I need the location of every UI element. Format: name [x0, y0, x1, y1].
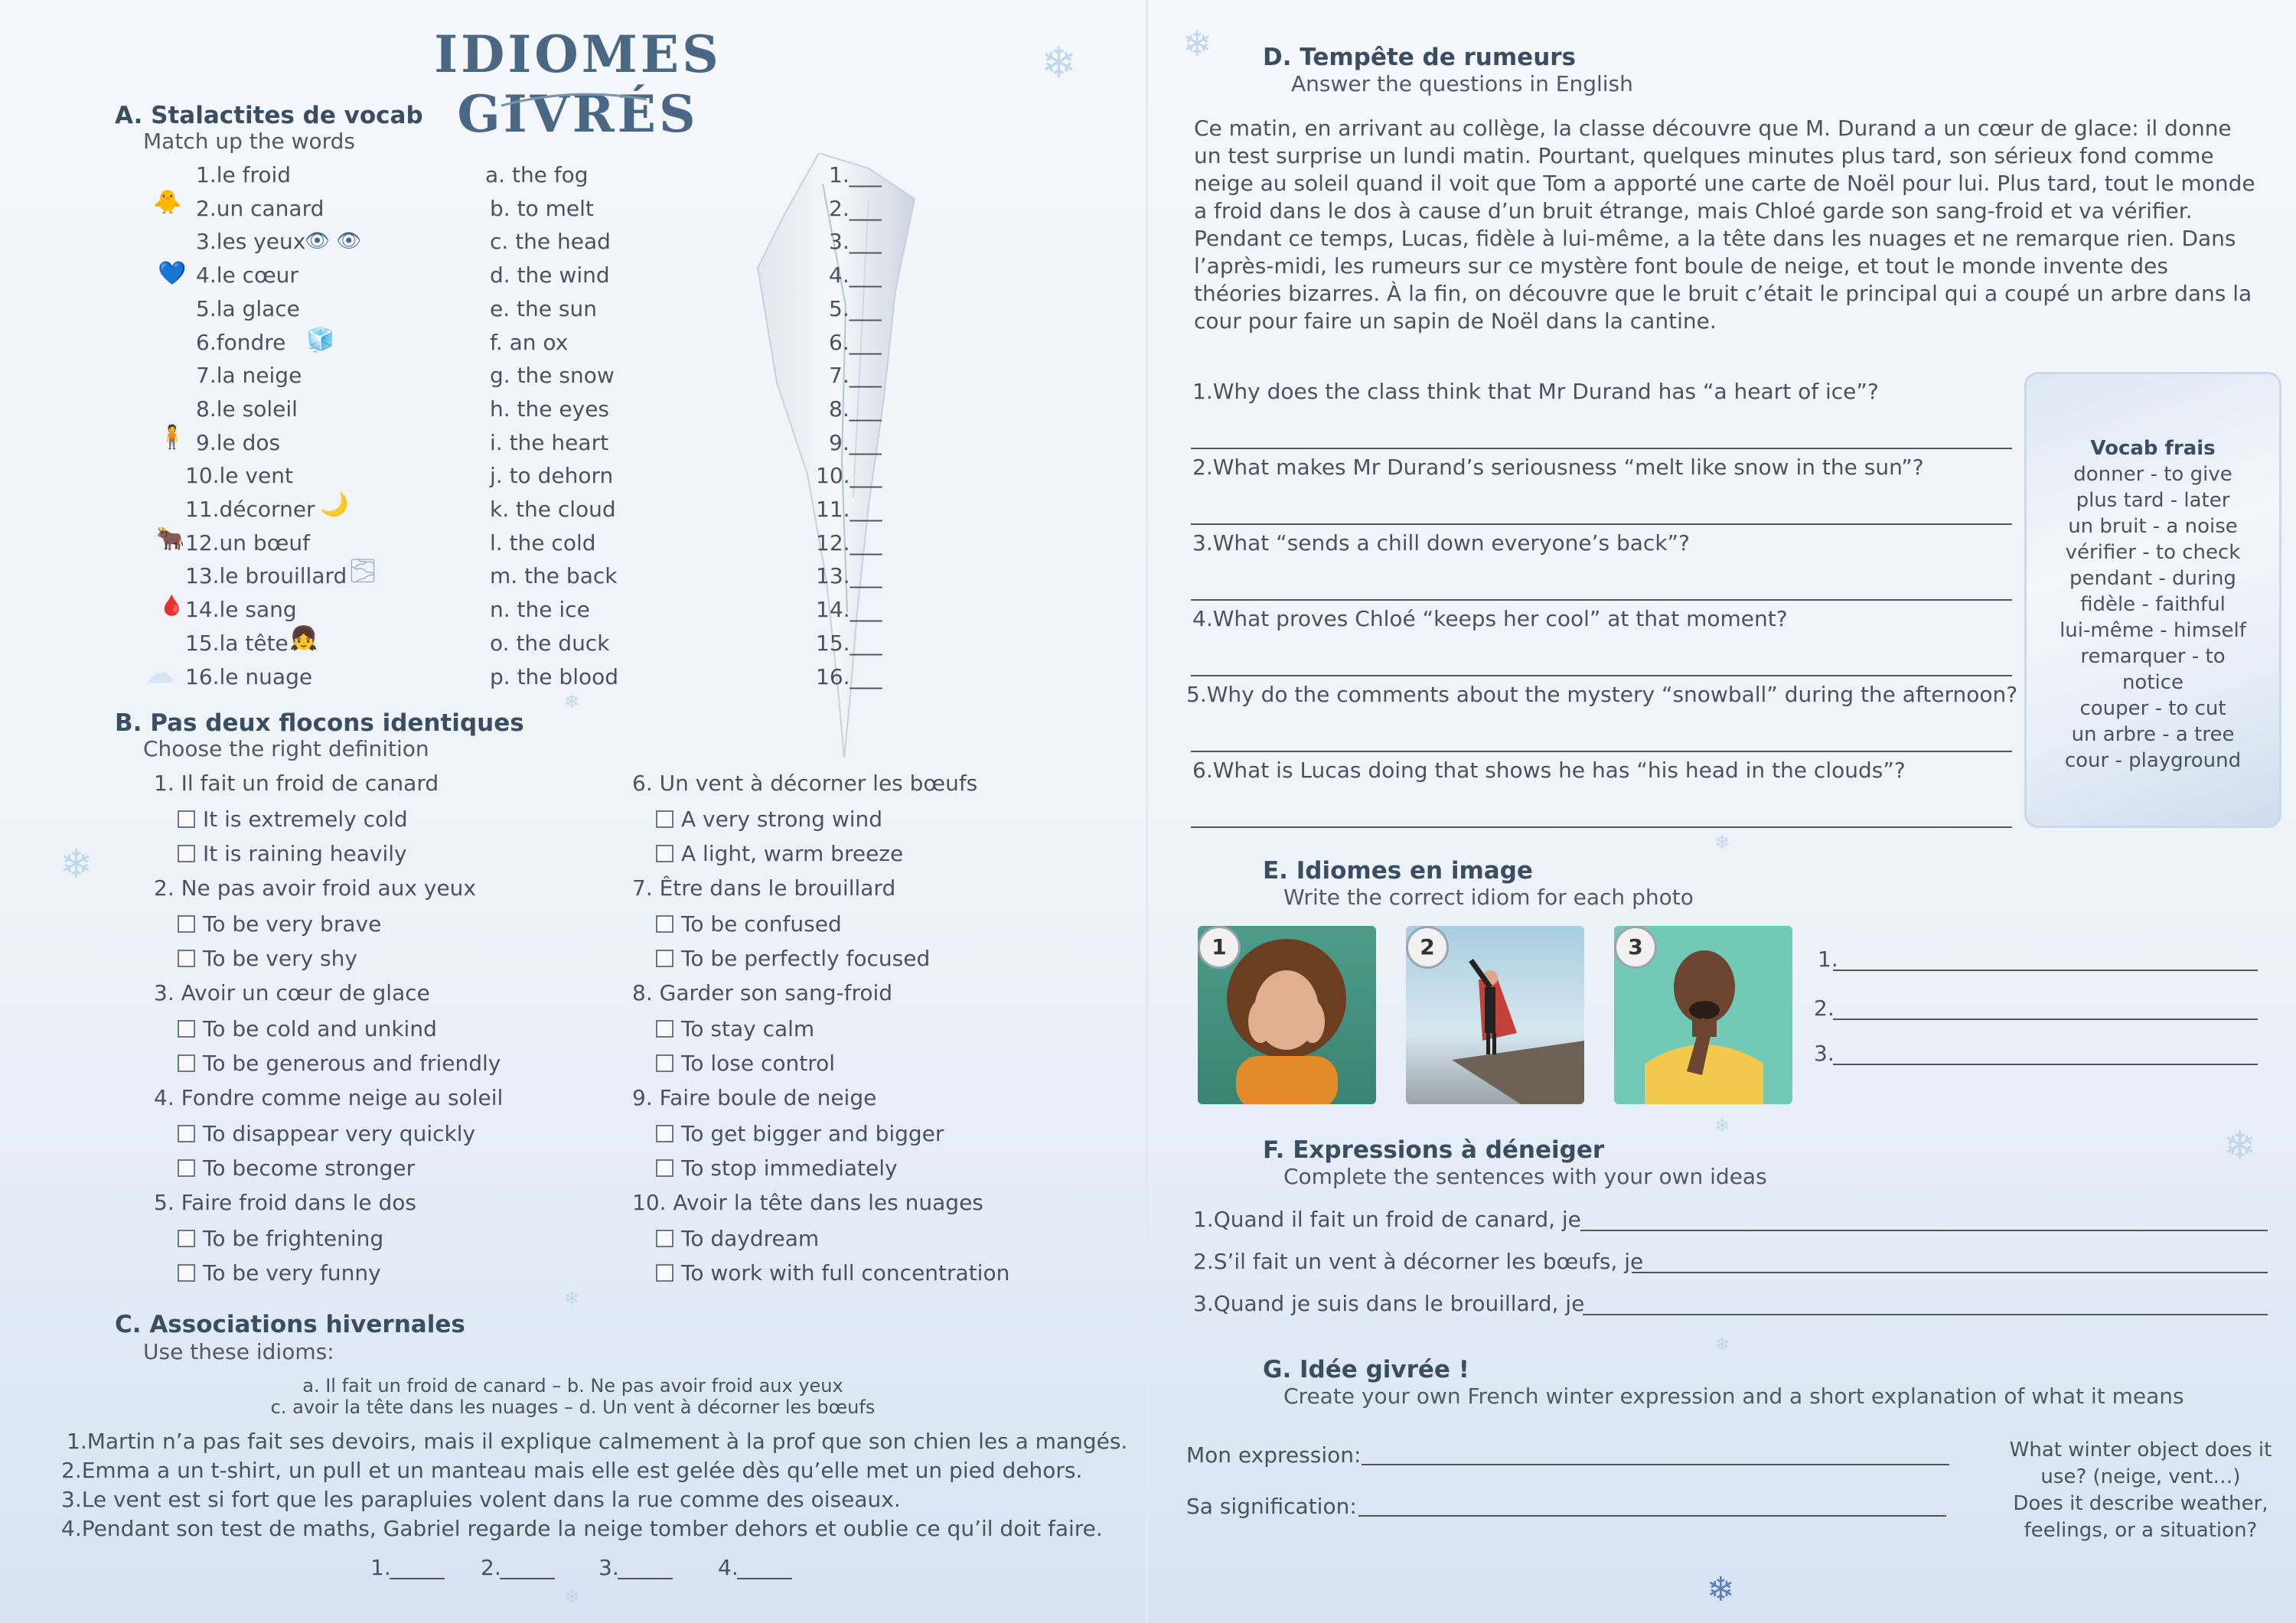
question-text: 4. Fondre comme neige au soleil — [154, 1085, 504, 1110]
french-word: 6.fondre — [196, 329, 286, 355]
answer-blank[interactable]: 4.___ — [829, 262, 882, 288]
checkbox[interactable] — [656, 1230, 673, 1247]
answer-option[interactable] — [178, 1260, 381, 1286]
answer-blank[interactable]: 13.___ — [816, 563, 882, 589]
english-word: p. the blood — [490, 663, 619, 689]
checkbox[interactable] — [178, 845, 195, 862]
section-d-heading: D. Tempête de rumeurs — [1263, 44, 1577, 71]
option-text: A very strong wind — [681, 807, 883, 832]
answer-blank[interactable]: 6.___ — [829, 329, 882, 355]
answer-line[interactable] — [1833, 1064, 2258, 1065]
checkbox[interactable] — [656, 1054, 673, 1072]
vocab-title: Vocab frais — [2090, 437, 2216, 460]
snowflake-icon: ❄ — [564, 1288, 580, 1309]
photo-superhero-cliff — [1406, 926, 1584, 1104]
cloud-icon: ☁ — [145, 656, 174, 689]
vocab-entry: cour - playground — [2064, 749, 2242, 772]
option-text: It is raining heavily — [203, 841, 407, 866]
photo-thinking-man — [1614, 926, 1792, 1104]
checkbox[interactable] — [656, 1020, 673, 1038]
english-word: j. to dehorn — [490, 463, 614, 489]
back-icon: 🧍 — [158, 424, 187, 451]
answer-label: 1. — [370, 1555, 391, 1580]
section-d-instruction: Answer the questions in English — [1291, 71, 1633, 96]
english-word: m. the back — [490, 563, 618, 589]
section-g-instruction: Create your own French winter expression and a short explanation of what it means — [1283, 1383, 2184, 1409]
answer-label: 2. — [481, 1555, 501, 1580]
photo-number-badge: 2 — [1406, 926, 1449, 969]
vocab-entry: pendant - during — [2069, 567, 2236, 590]
french-word: 10.le vent — [185, 463, 293, 489]
english-word: f. an ox — [490, 329, 569, 355]
vocab-entry: un arbre - a tree — [2071, 723, 2235, 746]
vocab-box — [2024, 372, 2281, 828]
answer-blank[interactable] — [618, 1578, 673, 1579]
answer-blank[interactable] — [390, 1578, 445, 1579]
meaning-label: Sa signification: — [1186, 1494, 1357, 1519]
checkbox[interactable] — [656, 1159, 673, 1177]
left-page — [0, 0, 1146, 1623]
french-word: 5.la glace — [196, 295, 300, 321]
snowflake-icon: ❄ — [564, 691, 580, 712]
checkbox[interactable] — [178, 1264, 195, 1282]
english-word: i. the heart — [490, 429, 609, 455]
english-word: l. the cold — [490, 530, 596, 556]
association-sentence: 3.Le vent est si fort que les parapluies volent dans la rue comme des oiseaux. — [61, 1487, 901, 1512]
meaning-input-line[interactable] — [1358, 1515, 1946, 1517]
snowflake-icon: ❄ — [1714, 832, 1730, 853]
snowflake-icon: ❄ — [564, 1586, 580, 1608]
question-text: 10. Avoir la tête dans les nuages — [632, 1190, 983, 1215]
answer-option[interactable] — [178, 841, 407, 866]
option-text: To be very brave — [203, 911, 382, 937]
french-word: 11.décorner — [185, 497, 315, 522]
answer-option[interactable] — [178, 807, 408, 832]
answer-line[interactable] — [1191, 675, 2012, 676]
answer-option[interactable] — [656, 946, 930, 971]
question-text: 8. Garder son sang-froid — [632, 980, 893, 1005]
answer-line[interactable] — [1632, 1272, 2268, 1273]
duck-icon: 🐥 — [153, 189, 182, 216]
english-word: n. the ice — [490, 597, 590, 623]
option-text: A light, warm breeze — [681, 841, 904, 866]
association-sentence: 4.Pendant son test de maths, Gabriel regarde la neige tomber dehors et oublie ce qu’il doit faire. — [61, 1516, 1103, 1541]
question-text: 5. Faire froid dans le dos — [154, 1190, 417, 1215]
answer-blank[interactable]: 16.___ — [816, 663, 882, 689]
answer-line[interactable] — [1580, 1230, 2268, 1231]
vocab-entry: remarquer - to notice — [2080, 645, 2226, 694]
vocab-entry: vérifier - to check — [2065, 541, 2241, 564]
checkbox[interactable] — [178, 1054, 195, 1072]
english-word: b. to melt — [490, 195, 594, 221]
option-text: To work with full concentration — [681, 1260, 1010, 1286]
english-word: o. the duck — [490, 630, 610, 656]
option-text: To be perfectly focused — [681, 946, 931, 971]
answer-option[interactable] — [656, 1155, 898, 1181]
question-text: 6. Un vent à décorner les bœufs — [632, 771, 978, 796]
photo-worried-woman — [1198, 926, 1376, 1104]
answer-blank[interactable]: 12.___ — [816, 530, 882, 556]
french-word: 4.le cœur — [196, 262, 298, 288]
checkbox[interactable] — [656, 915, 673, 933]
comprehension-question: 6.What is Lucas doing that shows he has “his head in the clouds”? — [1192, 758, 1906, 783]
english-word: c. the head — [490, 229, 611, 255]
answer-line[interactable] — [1191, 448, 2012, 449]
checkbox[interactable] — [178, 1159, 195, 1177]
english-word: d. the wind — [490, 262, 610, 288]
french-word: 2.un canard — [196, 195, 325, 221]
head-icon: 👧 — [289, 625, 318, 652]
checkbox[interactable] — [178, 950, 195, 967]
french-word: 7.la neige — [196, 363, 302, 389]
option-text: To be confused — [681, 911, 842, 937]
snowflake-icon: ❄ — [1714, 1334, 1730, 1355]
option-text: To be very funny — [203, 1260, 381, 1286]
answer-option[interactable] — [656, 1016, 814, 1041]
worksheet-title: IDIOMES GIVRÉS — [434, 24, 722, 144]
french-word: 3.les yeux — [196, 229, 306, 255]
answer-label: 4. — [718, 1555, 739, 1580]
question-text: 2. Ne pas avoir froid aux yeux — [154, 875, 476, 901]
hint-question-1: What winter object does it use? (neige, vent…) — [2009, 1439, 2272, 1488]
checkbox[interactable] — [178, 1020, 195, 1038]
horn-icon: 🌙 — [320, 491, 349, 518]
ice-cubes-icon: 🧊 — [306, 327, 335, 354]
idiom-options-line-2: c. avoir la tête dans les nuages – d. Un vent à décorner les bœufs — [270, 1396, 876, 1418]
section-e-instruction: Write the correct idiom for each photo — [1283, 885, 1694, 910]
answer-blank[interactable]: 1.___ — [829, 162, 882, 187]
section-b-heading: B. Pas deux flocons identiques — [115, 709, 524, 737]
eyes-icon: 👁 👁 — [305, 230, 362, 253]
french-word: 14.le sang — [185, 597, 297, 623]
checkbox[interactable] — [656, 950, 673, 967]
comprehension-question: 5.Why do the comments about the mystery “snowball” during the afternoon? — [1186, 682, 2018, 707]
sentence-stem: 3.Quand je suis dans le brouillard, je — [1193, 1291, 1585, 1316]
answer-blank[interactable] — [500, 1578, 555, 1579]
answer-option[interactable] — [178, 946, 357, 971]
section-e-heading: E. Idiomes en image — [1263, 857, 1533, 885]
option-text: It is extremely cold — [203, 807, 408, 832]
answer-line[interactable] — [1191, 826, 2012, 828]
photo-number-badge: 3 — [1614, 926, 1657, 969]
association-sentence: 1.Martin n’a pas fait ses devoirs, mais il explique calmement à la prof que son chien les a mangés. — [67, 1429, 1128, 1454]
answer-blank[interactable]: 8.___ — [829, 396, 882, 422]
answer-option[interactable] — [656, 807, 882, 832]
answer-option[interactable] — [178, 1121, 475, 1146]
answer-option[interactable] — [656, 841, 903, 866]
english-word: h. the eyes — [490, 396, 610, 422]
comprehension-question: 2.What makes Mr Durand’s seriousness “melt like snow in the sun”? — [1192, 455, 1924, 480]
answer-line[interactable] — [1583, 1314, 2268, 1315]
vocab-entry: plus tard - later — [2076, 489, 2230, 512]
snowflake-icon: ❄ — [1714, 1115, 1730, 1136]
answer-blank[interactable]: 14.___ — [816, 597, 882, 623]
answer-option[interactable] — [656, 1051, 835, 1076]
option-text: To be cold and unkind — [203, 1016, 437, 1041]
question-text: 1. Il fait un froid de canard — [154, 771, 439, 796]
vocab-entry: lui-même - himself — [2060, 619, 2246, 642]
answer-blank[interactable]: 9.___ — [829, 429, 882, 455]
option-text: To be very shy — [203, 946, 357, 971]
answer-option[interactable] — [178, 1155, 415, 1181]
checkbox[interactable] — [178, 915, 195, 933]
section-a-instruction: Match up the words — [143, 129, 356, 154]
answer-label: 3. — [1814, 1041, 1835, 1066]
answer-option[interactable] — [178, 1016, 437, 1041]
snowflake-icon: ❄ — [2223, 1123, 2257, 1169]
vocab-entry: couper - to cut — [2079, 697, 2226, 720]
comprehension-question: 3.What “sends a chill down everyone’s back”? — [1192, 530, 1690, 556]
answer-option[interactable] — [656, 1121, 944, 1146]
fog-icon: 🌫 — [348, 558, 378, 585]
title-swash — [497, 90, 651, 113]
snowflake-icon: ❄ — [1041, 38, 1077, 88]
comprehension-question: 1.Why does the class think that Mr Durand has “a heart of ice”? — [1192, 379, 1879, 404]
french-word: 15.la tête — [185, 630, 289, 656]
heart-icon: 💙 — [158, 260, 187, 287]
option-text: To lose control — [681, 1051, 836, 1076]
option-text: To get bigger and bigger — [681, 1121, 944, 1146]
answer-blank[interactable]: 7.___ — [829, 363, 882, 389]
expression-input-line[interactable] — [1362, 1464, 1949, 1465]
idiom-options-line-1: a. Il fait un froid de canard – b. Ne pas avoir froid aux yeux — [302, 1375, 843, 1396]
answer-option[interactable] — [656, 911, 842, 937]
answer-blank[interactable]: 5.___ — [829, 295, 882, 321]
comprehension-question: 4.What proves Chloé “keeps her cool” at that moment? — [1192, 606, 1788, 631]
section-c-heading: C. Associations hivernales — [115, 1311, 465, 1338]
answer-option[interactable] — [178, 911, 381, 937]
answer-line[interactable] — [1191, 599, 2012, 601]
answer-line[interactable] — [1833, 970, 2258, 971]
checkbox[interactable] — [656, 1125, 673, 1142]
english-word: g. the snow — [490, 363, 615, 389]
french-word: 9.le dos — [196, 429, 281, 455]
answer-label: 3. — [598, 1555, 619, 1580]
question-text: 7. Être dans le brouillard — [632, 875, 896, 901]
checkbox[interactable] — [656, 845, 673, 862]
option-text: To be frightening — [203, 1226, 384, 1251]
french-word: 12.un bœuf — [185, 530, 310, 556]
answer-line[interactable] — [1191, 751, 2012, 752]
answer-option[interactable] — [178, 1051, 501, 1076]
french-word: 13.le brouillard — [185, 563, 347, 589]
section-a-heading: A. Stalactites de vocab — [115, 102, 423, 129]
vocab-entry: un bruit - a noise — [2068, 515, 2238, 538]
answer-label: 1. — [1818, 947, 1838, 972]
english-word: a. the fog — [485, 162, 589, 187]
checkbox[interactable] — [656, 810, 673, 828]
vocab-entry: donner - to give — [2073, 463, 2232, 486]
option-text: To daydream — [681, 1226, 820, 1251]
section-b-instruction: Choose the right definition — [143, 736, 429, 761]
answer-blank[interactable]: 11.___ — [816, 497, 882, 522]
checkbox[interactable] — [178, 1230, 195, 1247]
french-word: 16.le nuage — [185, 663, 313, 689]
french-word: 8.le soleil — [196, 396, 298, 422]
section-g-heading: G. Idée givrée ! — [1263, 1356, 1469, 1383]
snowflake-icon: ❄ — [1182, 23, 1212, 64]
answer-option[interactable] — [656, 1260, 1009, 1286]
answer-blank[interactable] — [737, 1578, 792, 1579]
checkbox[interactable] — [178, 1125, 195, 1142]
right-page — [1148, 0, 2296, 1623]
vocab-entry: fidèle - faithful — [2080, 593, 2226, 616]
section-f-instruction: Complete the sentences with your own ideas — [1283, 1164, 1767, 1189]
answer-line[interactable] — [1191, 523, 2012, 525]
vocab-list — [2050, 461, 2256, 774]
option-text: To be generous and friendly — [203, 1051, 501, 1076]
answer-option[interactable] — [656, 1226, 819, 1251]
ox-icon: 🐂 — [156, 526, 185, 552]
snowflake-icon: ❄ — [1707, 1570, 1735, 1609]
answer-blank[interactable]: 15.___ — [816, 630, 882, 656]
question-text: 3. Avoir un cœur de glace — [154, 980, 430, 1005]
option-text: To stop immediately — [681, 1155, 898, 1181]
section-c-instruction: Use these idioms: — [143, 1339, 334, 1364]
answer-blank[interactable]: 3.___ — [829, 229, 882, 255]
option-text: To disappear very quickly — [203, 1121, 476, 1146]
sentence-stem: 2.S’il fait un vent à décorner les bœufs, je — [1193, 1249, 1644, 1274]
option-text: To stay calm — [681, 1016, 815, 1041]
blood-drop-icon: 🩸 — [159, 595, 184, 618]
english-word: k. the cloud — [490, 497, 616, 522]
checkbox[interactable] — [656, 1264, 673, 1282]
snowflake-icon: ❄ — [60, 842, 93, 888]
reading-passage: Ce matin, en arrivant au collège, la classe découvre que M. Durand a un cœur de glace: il donne un test surprise un lundi matin. Pourtant, quelques minutes plus tard, son sérieux fond comme neige au soleil quand il voit que Tom a apporté une carte de Noël pour lui. Plus tard, tout le monde a froid dans le dos à cause d’un bruit étrange, mais Chloé garde son sang-froid et va vérifier. Pendant ce temps, Lucas, fidèle à lui-même, a la tête dans les nuages et ne remarque rien. Dans l’après-midi, les rumeurs sur ce mystère font boule de neige, et tout le monde invente des théories bizarres. À la fin, on découvre que le bruit c’était le principal qui a coupé un arbre dans la cour pour faire un sapin de Noël dans la cantine. — [1194, 116, 2255, 334]
english-word: e. the sun — [490, 295, 597, 321]
option-text: To become stronger — [203, 1155, 416, 1181]
question-text: 9. Faire boule de neige — [632, 1085, 877, 1110]
association-sentence: 2.Emma a un t-shirt, un pull et un manteau mais elle est gelée dès qu’elle met un pied dehors. — [61, 1458, 1083, 1483]
answer-label: 2. — [1814, 996, 1835, 1021]
answer-blank[interactable]: 2.___ — [829, 195, 882, 221]
french-word: 1.le froid — [196, 162, 292, 187]
photo-number-badge: 1 — [1198, 926, 1241, 969]
answer-blank[interactable]: 10.___ — [816, 463, 882, 489]
checkbox[interactable] — [178, 810, 195, 828]
hint-question-2: Does it describe weather, feelings, or a situation? — [2013, 1492, 2268, 1542]
answer-line[interactable] — [1833, 1018, 2258, 1020]
section-f-heading: F. Expressions à déneiger — [1263, 1136, 1605, 1164]
answer-option[interactable] — [178, 1226, 383, 1251]
expression-label: Mon expression: — [1186, 1442, 1362, 1468]
sentence-stem: 1.Quand il fait un froid de canard, je — [1193, 1207, 1581, 1232]
